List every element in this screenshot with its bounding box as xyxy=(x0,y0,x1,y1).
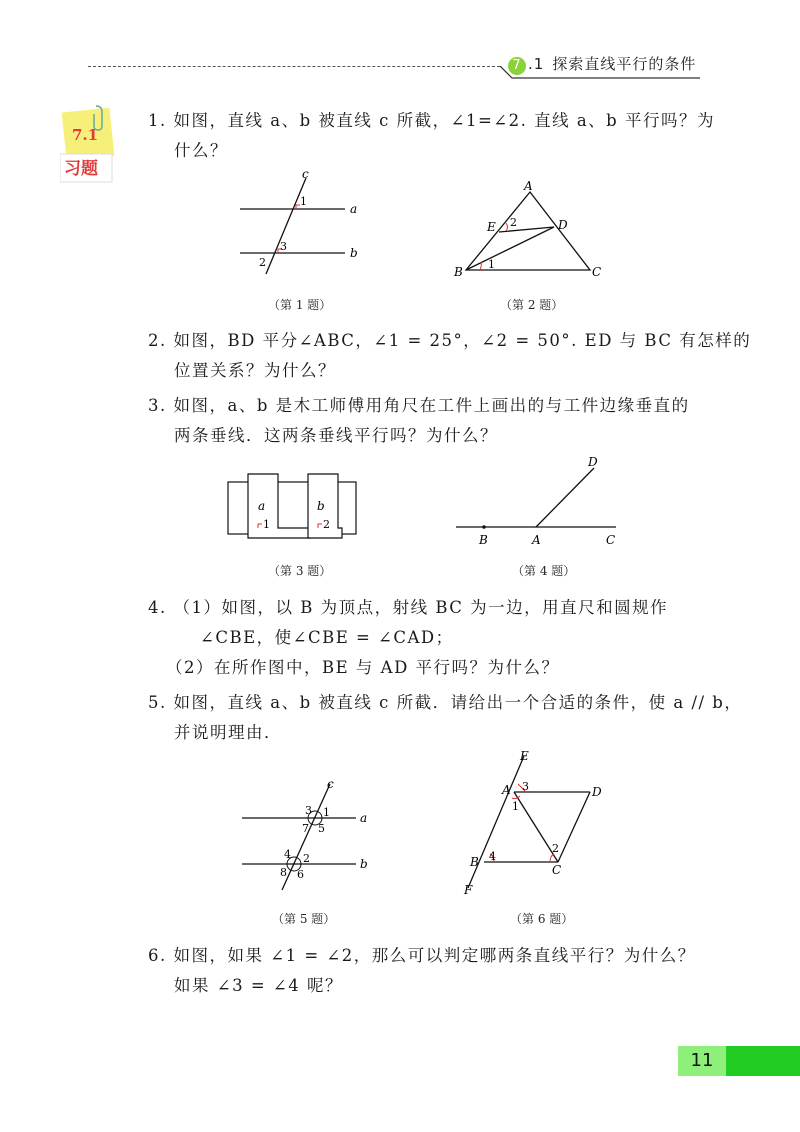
header-rule xyxy=(88,66,500,67)
f6-label-4: 4 xyxy=(489,850,496,863)
figure-5-caption: （第 5 题） xyxy=(272,912,336,926)
figure-3 xyxy=(222,470,362,550)
page-number-bar xyxy=(726,1046,800,1076)
f2-label-1: 1 xyxy=(488,258,495,271)
page-number: 11 xyxy=(678,1046,726,1076)
f6-label-F: F xyxy=(464,883,473,897)
exercise-tag xyxy=(60,104,120,184)
f6-label-2: 2 xyxy=(552,842,559,855)
figure-5 xyxy=(236,776,376,896)
f5-label-a: a xyxy=(360,811,368,825)
f2-label-2: 2 xyxy=(510,216,517,229)
f1-label-a: a xyxy=(350,202,358,216)
exercise-tag-graphic xyxy=(60,104,120,184)
chapter-badge: 7 xyxy=(508,57,526,75)
question-3 xyxy=(148,391,690,451)
q3-line2: 两条垂线．这两条垂线平行吗？为什么？ xyxy=(174,426,498,445)
f2-label-E: E xyxy=(487,220,496,234)
section-dot: .1 xyxy=(528,55,545,73)
figure-6 xyxy=(460,748,610,898)
f1-label-c: c xyxy=(302,168,309,181)
f4-label-B: B xyxy=(479,533,488,547)
f5-label-8: 8 xyxy=(280,866,287,879)
f6-label-C: C xyxy=(552,863,562,877)
f3-label-2: 2 xyxy=(323,518,330,531)
q3-line1: 如图，a、b 是木工师傅用角尺在工件上画出的与工件边缘垂直的 xyxy=(173,396,690,415)
f1-label-2: 2 xyxy=(259,256,266,269)
figure-4 xyxy=(450,452,630,552)
f5-label-7: 7 xyxy=(302,822,309,835)
question-2 xyxy=(148,326,751,386)
q1-line1: 如图，直线 a、b 被直线 c 所截，∠1=∠2. 直线 a、b 平行吗？为 xyxy=(173,111,715,130)
tag-label: 习题 xyxy=(64,159,98,179)
q5-line1: 如图，直线 a、b 被直线 c 所截．请给出一个合适的条件，使 a // b， xyxy=(173,693,743,712)
figure-2-caption: （第 2 题） xyxy=(500,298,564,312)
f1-label-b: b xyxy=(350,246,358,260)
f5-label-c: c xyxy=(327,777,334,791)
f6-label-B: B xyxy=(470,855,479,869)
figure-1 xyxy=(230,168,370,278)
f6-label-3: 3 xyxy=(522,780,529,793)
f3-label-b: b xyxy=(317,499,325,513)
f5-label-b: b xyxy=(360,857,368,871)
figure-2 xyxy=(450,180,610,280)
q2-number: 2. xyxy=(148,331,167,350)
q2-line2: 位置关系？为什么？ xyxy=(174,361,336,380)
q2-line1: 如图，BD 平分∠ABC，∠1 = 25°，∠2 = 50°. ED 与 BC 有怎样的 xyxy=(173,331,752,350)
f4-label-D: D xyxy=(588,455,598,469)
f4-label-C: C xyxy=(606,533,616,547)
f5-label-1: 1 xyxy=(323,806,330,819)
f5-label-6: 6 xyxy=(297,868,304,881)
q4-number: 4. xyxy=(148,598,167,617)
figure-6-caption: （第 6 题） xyxy=(510,912,574,926)
q5-number: 5. xyxy=(148,693,167,712)
f2-label-B: B xyxy=(454,265,463,279)
f5-label-2: 2 xyxy=(303,852,310,865)
f4-label-A: A xyxy=(532,533,541,547)
f5-label-4: 4 xyxy=(284,848,291,861)
f6-label-E: E xyxy=(520,749,529,763)
f5-label-5: 5 xyxy=(318,822,325,835)
q4-line1: （1）如图，以 B 为顶点，射线 BC 为一边，用直尺和圆规作 xyxy=(173,598,669,617)
f1-label-3: 3 xyxy=(280,240,287,253)
question-5 xyxy=(148,688,742,748)
question-1 xyxy=(148,106,715,166)
figure-1-caption: （第 1 题） xyxy=(268,298,332,312)
q5-line2: 并说明理由． xyxy=(174,723,282,742)
q4-line3: （2）在所作图中，BE 与 AD 平行吗？为什么？ xyxy=(166,658,560,677)
f6-label-1: 1 xyxy=(512,800,519,813)
q1-number: 1. xyxy=(148,111,167,130)
section-title-text: 探索直线平行的条件 xyxy=(552,55,697,73)
f2-label-C: C xyxy=(592,265,602,279)
figure-3-caption: （第 3 题） xyxy=(268,564,332,578)
f5-label-3: 3 xyxy=(305,804,312,817)
q3-number: 3. xyxy=(148,396,167,415)
tag-section: 7.1 xyxy=(72,126,99,144)
q6-line1: 如图，如果 ∠1 = ∠2，那么可以判定哪两条直线平行？为什么？ xyxy=(173,946,696,965)
f6-label-A: A xyxy=(502,783,511,797)
q6-number: 6. xyxy=(148,946,167,965)
q4-line2: ∠CBE，使∠CBE = ∠CAD； xyxy=(200,628,454,647)
f2-label-D: D xyxy=(558,218,568,232)
q1-line2: 什么？ xyxy=(174,141,228,160)
f1-label-1: 1 xyxy=(300,195,307,208)
question-6 xyxy=(148,941,696,1001)
q6-line2: 如果 ∠3 = ∠4 呢？ xyxy=(174,976,343,995)
f3-label-1: 1 xyxy=(263,518,270,531)
figure-4-caption: （第 4 题） xyxy=(512,564,576,578)
f6-label-D: D xyxy=(592,785,602,799)
f2-label-A: A xyxy=(524,180,533,193)
f3-label-a: a xyxy=(258,499,266,513)
question-4 xyxy=(148,593,668,683)
section-title xyxy=(508,53,696,75)
